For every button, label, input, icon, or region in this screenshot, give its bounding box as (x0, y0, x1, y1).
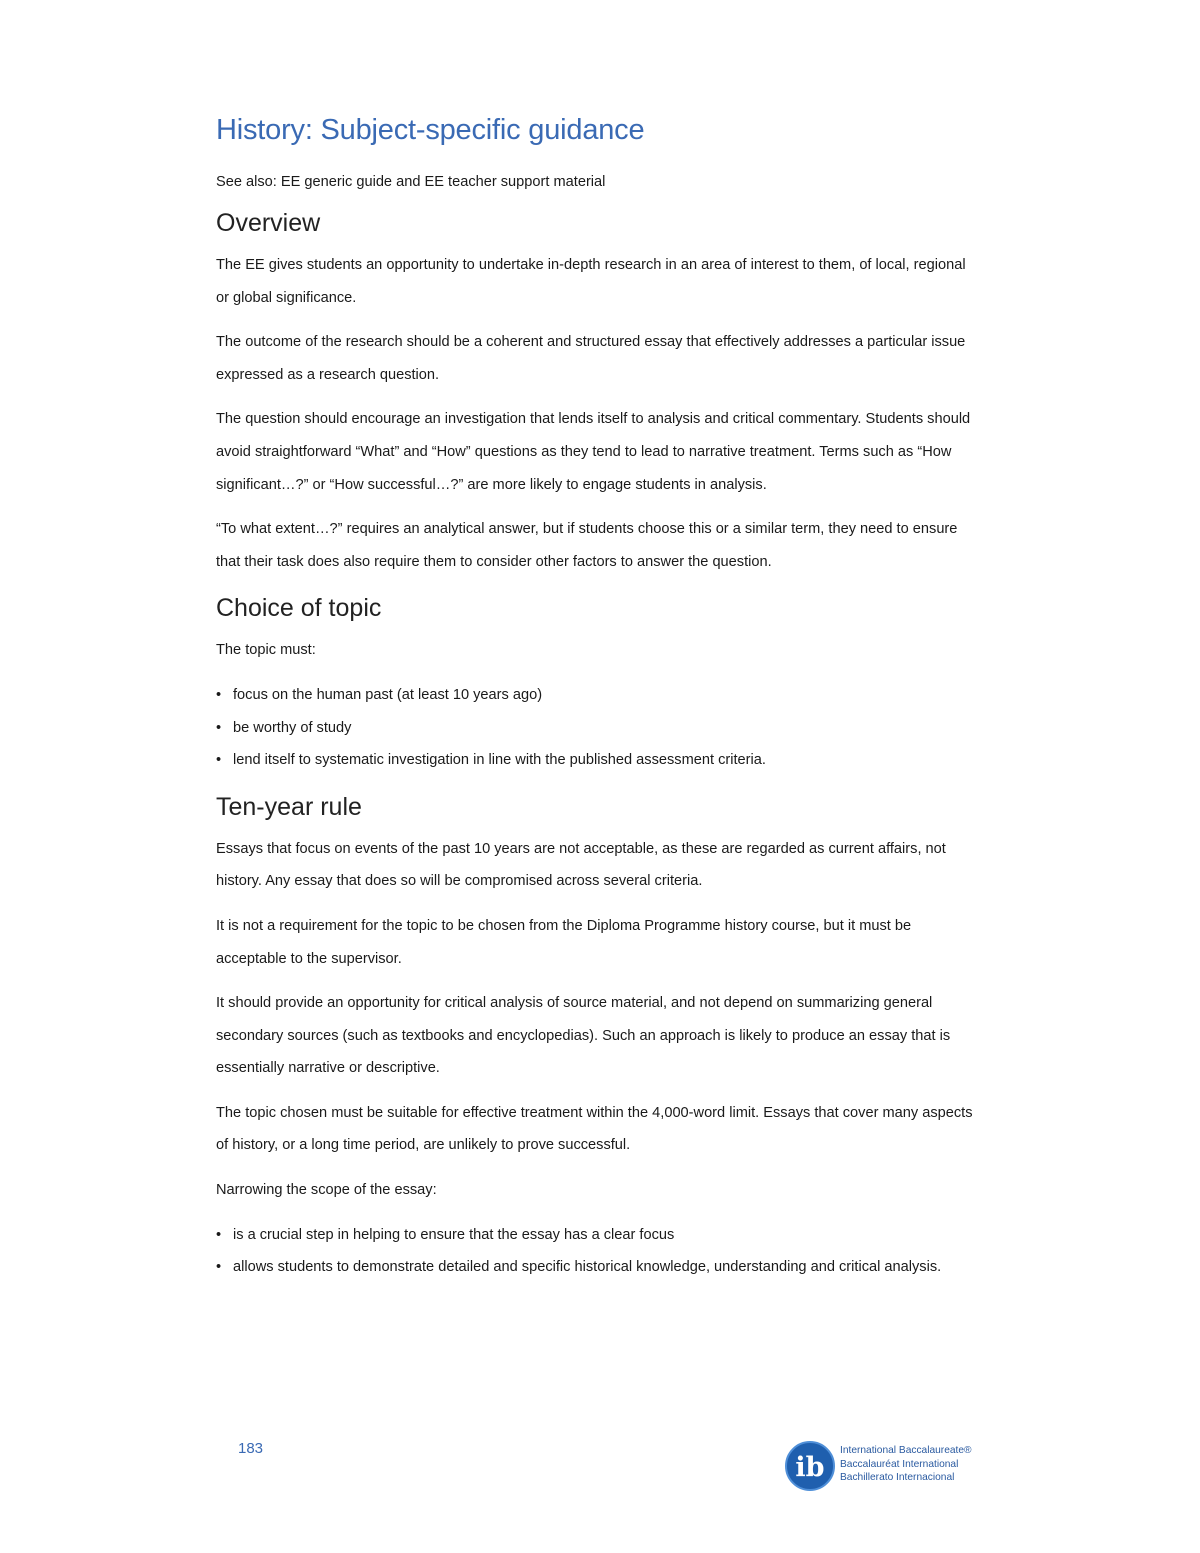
svg-text:ib: ib (795, 1452, 825, 1483)
ten-year-paragraph-1: Essays that focus on events of the past 10 years are not acceptable, as these are regarded as current affairs, not history. Any essay that does so will be compromised across several criteria. (216, 840, 946, 890)
bullet-icon: • (216, 719, 222, 736)
list-item: • lend itself to systematic investigation in line with the published assessment criteria. (216, 744, 976, 777)
list-item: • is a crucial step in helping to ensure that the essay has a clear focus (216, 1219, 976, 1252)
page-content (216, 108, 976, 1296)
list-item: • focus on the human past (at least 10 years ago) (216, 679, 976, 712)
page-title: History: Subject-specific guidance (216, 114, 645, 146)
topic-requirements-list (216, 679, 976, 777)
ib-logo (784, 1440, 974, 1494)
ib-logo-icon (784, 1440, 836, 1492)
overview-heading: Overview (216, 209, 321, 237)
ten-year-paragraph-2: It is not a requirement for the topic to be chosen from the Diploma Programme history course, but it must be acceptable to the supervisor. (216, 917, 912, 967)
overview-paragraph-2: The outcome of the research should be a coherent and structured essay that effectively addresses a particular issue expressed as a research question. (216, 334, 966, 383)
choice-of-topic-heading: Choice of topic (216, 594, 382, 623)
narrowing-scope-list (216, 1219, 976, 1284)
narrowing-scope-intro: Narrowing the scope of the essay: (216, 1182, 437, 1199)
list-item: • allows students to demonstrate detailed and specific historical knowledge, understanding and critical analysis. (216, 1251, 976, 1284)
topic-intro: The topic must: (216, 642, 316, 659)
list-item: • be worthy of study (216, 712, 976, 745)
page-number: 183 (238, 1440, 264, 1457)
ib-logo-wordmark: International Baccalaureate® Baccalauréat International Bachillerato Internacional (840, 1445, 972, 1483)
see-also-line: See also: EE generic guide and EE teacher support material (216, 174, 606, 190)
bullet-icon: • (216, 1259, 222, 1276)
bullet-icon: • (216, 686, 222, 703)
overview-paragraph-1: The EE gives students an opportunity to undertake in-depth research in an area of interest to them, of local, regional or global significance. (216, 257, 966, 306)
bullet-icon: • (216, 1226, 222, 1243)
ten-year-rule-heading: Ten-year rule (216, 792, 362, 821)
overview-paragraph-3: The question should encourage an investigation that lends itself to analysis and critical commentary. Students should avoid straightforward “What” and “How” questions as they tend to lead to narrative treatment. Terms such as “How significant…?” or “How successful…?” are more likely to engage students in analysis. (216, 411, 971, 493)
ten-year-paragraph-4: The topic chosen must be suitable for effective treatment within the 4,000-word limit. Essays that cover many aspects of history, or a long time period, are unlikely to prove successful. (216, 1104, 973, 1154)
overview-paragraph-4: “To what extent…?” requires an analytical answer, but if students choose this or a similar term, they need to ensure that their task does also require them to consider other factors to answer the question. (216, 521, 958, 570)
bullet-icon: • (216, 752, 222, 769)
ten-year-paragraph-3: It should provide an opportunity for critical analysis of source material, and not depend on summarizing general secondary sources (such as textbooks and encyclopedias). Such an approach is likely to produce an essay that is essentially narrative or descriptive. (216, 995, 951, 1077)
